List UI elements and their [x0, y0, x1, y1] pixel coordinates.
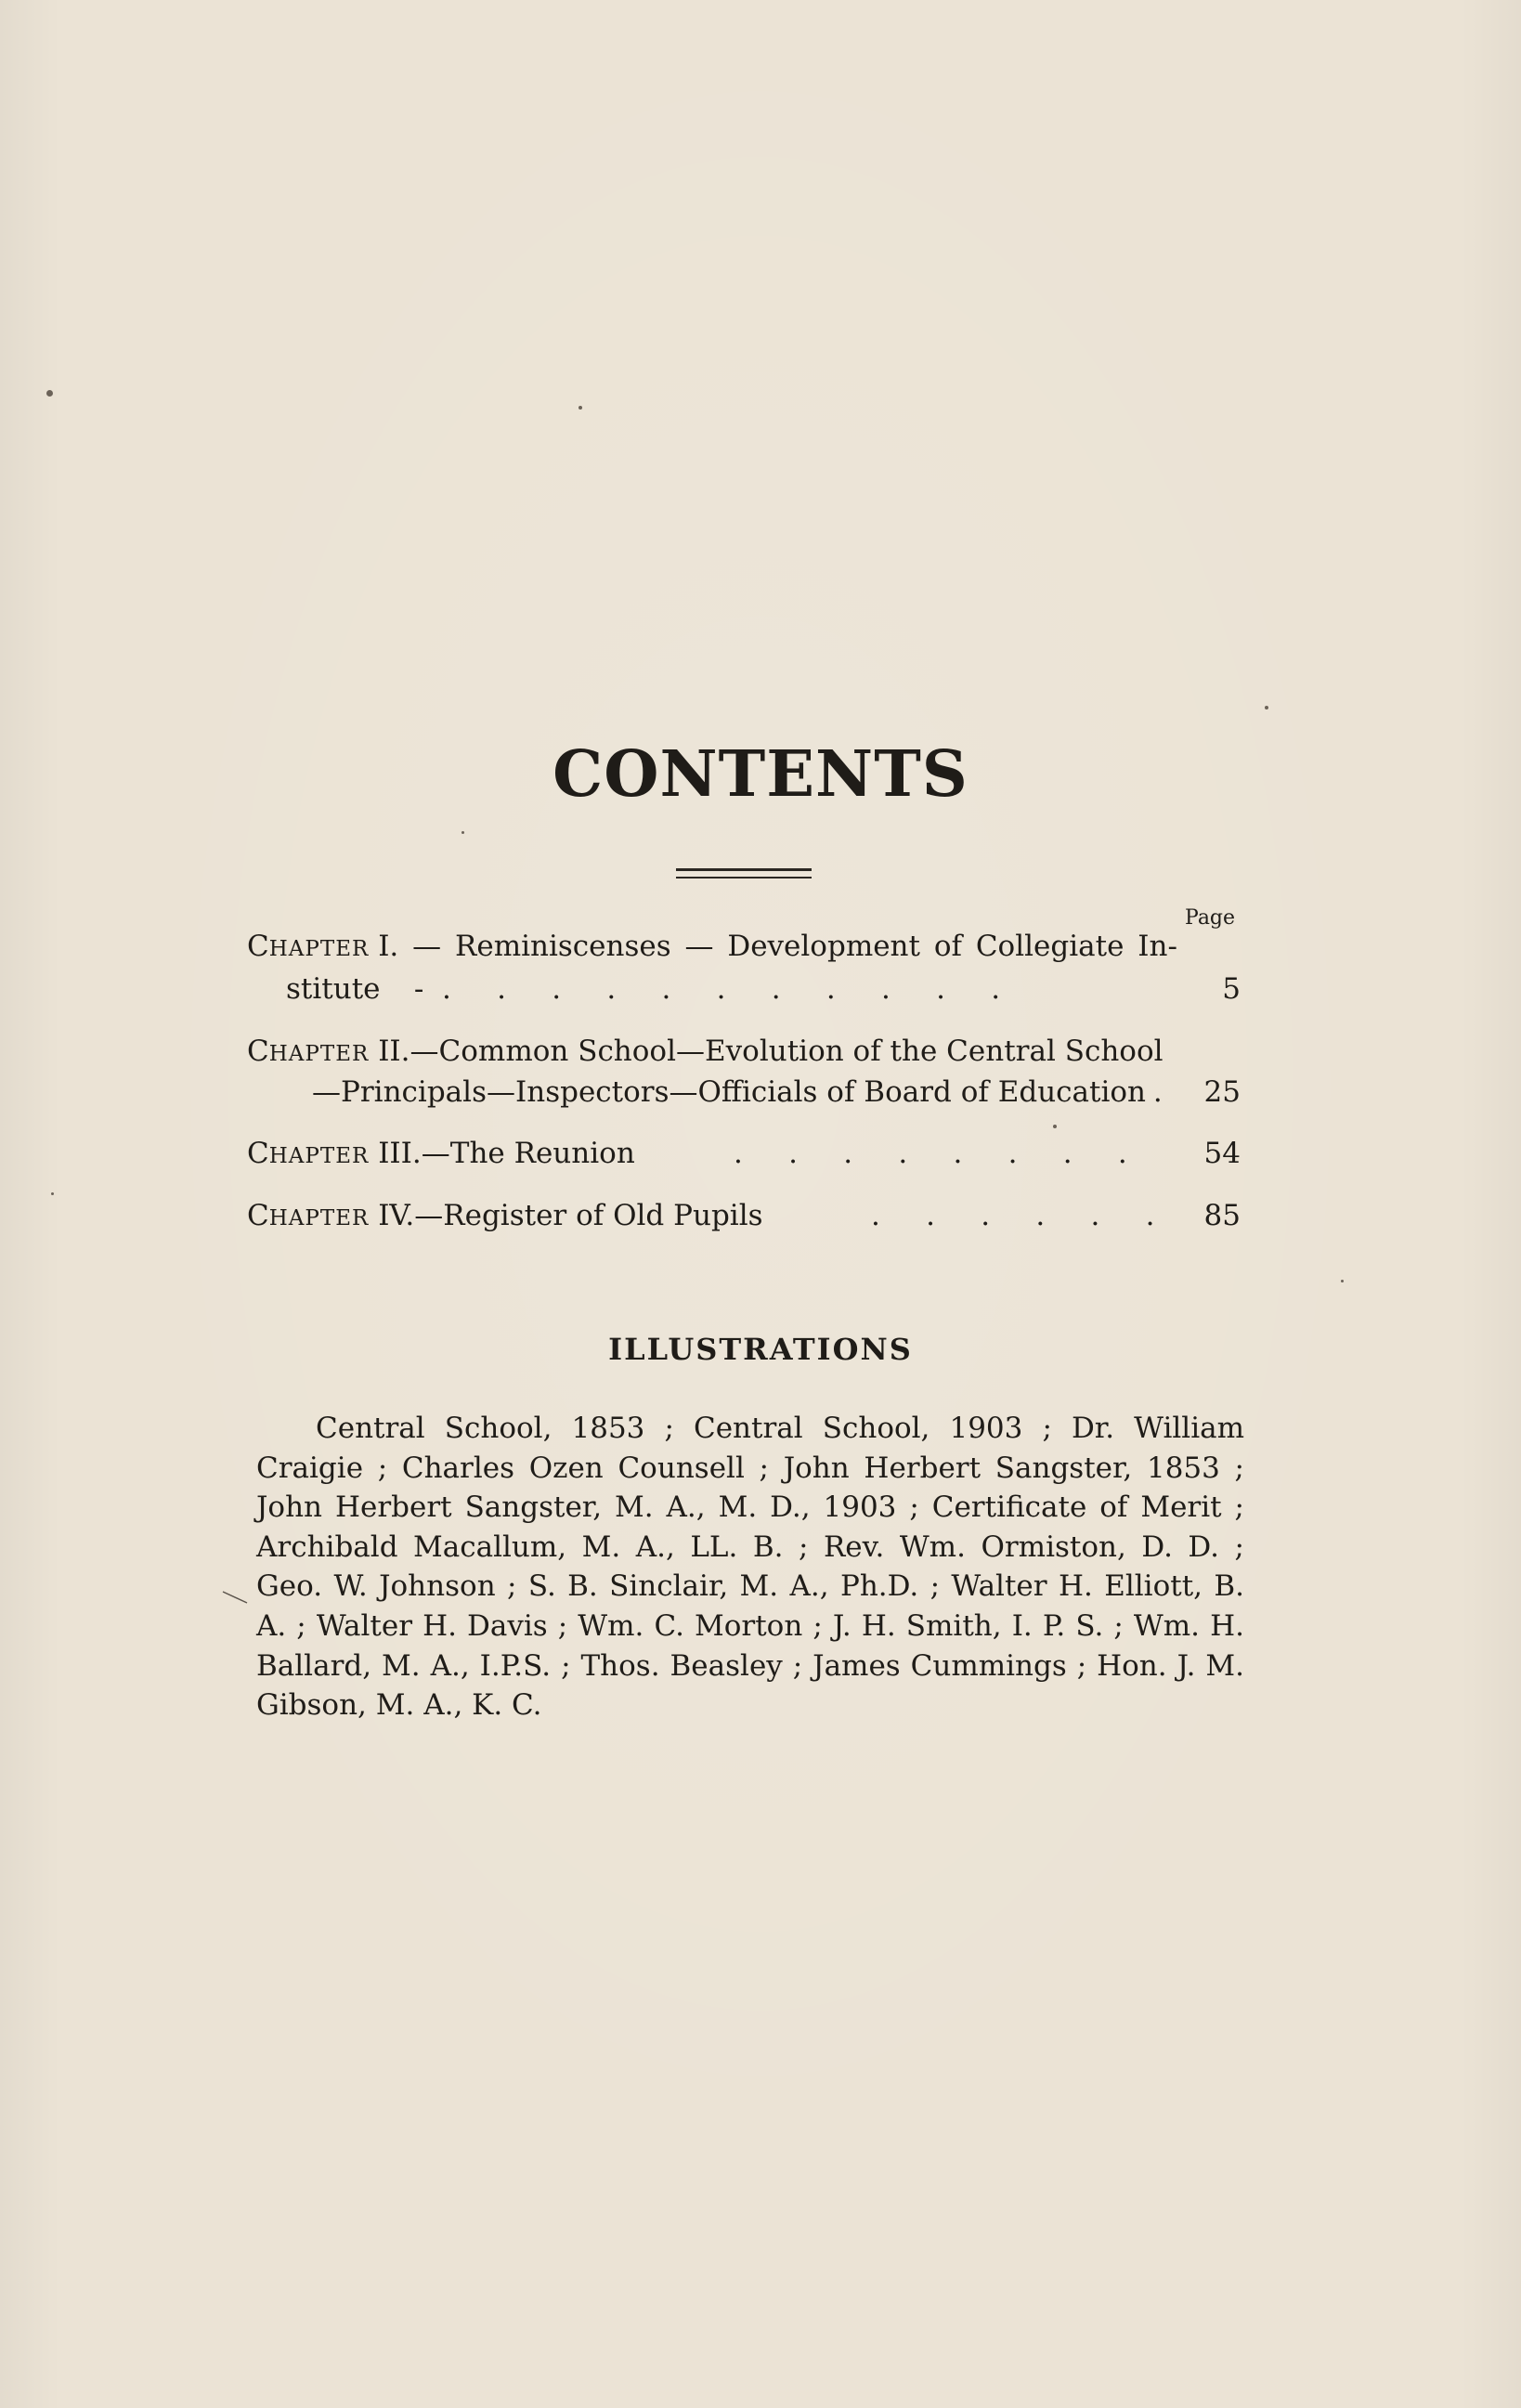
title-rule-top — [676, 868, 812, 871]
chapter-label-initial: C — [247, 1137, 269, 1170]
paper-speck — [462, 831, 464, 834]
chapter-numeral: II. — [378, 1035, 410, 1068]
chapter-title-line-1: — Reminiscenses — Development of Collegiate In- — [398, 930, 1177, 963]
paper-speck — [578, 406, 582, 410]
page-number: 85 — [1203, 1199, 1241, 1232]
title-rule-bottom — [676, 877, 812, 879]
dot-leader: . — [1144, 1075, 1163, 1109]
illustrations-list: Central School, 1853 ; Central School, 1903 ; Dr. William Craigie ; Charles Ozen Counsell ; John Herbert Sangster, 1853 ; John Herbert Sangster, M. A., M. D., 1903 ; Certificate of Merit ; Archibald Macallum, M. A., LL. B. ; Rev. Wm. Ormiston, D. D. ; Geo. W. Johnson ; S. B. Sinclair, M. A., Ph.D. ; Walter H. Elliott, B. A. ; Walter H. Davis ; Wm. C. Morton ; J. H. Smith, I. P. S. ; Wm. H. Ballard, M. A., I.P.S. ; Thos. Beasley ; James Cummings ; Hon. J. M. Gibson, M. A., K. C. — [256, 1412, 1244, 1723]
chapter-label-initial: C — [247, 1035, 269, 1068]
dot-leader: . . . . . . — [871, 1199, 1155, 1232]
chapter-label-rest: HAPTER — [268, 1144, 370, 1168]
toc-entry-chapter-3[interactable] — [247, 1139, 635, 1168]
paper-speck — [1265, 706, 1268, 709]
chapter-label-initial: C — [247, 1199, 269, 1232]
chapter-label-initial: C — [247, 930, 269, 963]
chapter-title-line-1: —Common School—Evolution of the Central School — [410, 1035, 1164, 1068]
chapter-label-rest: HAPTER — [268, 1042, 370, 1066]
page-number: 54 — [1203, 1137, 1241, 1170]
toc-entry-chapter-1[interactable] — [247, 932, 1177, 961]
illustrations-heading: ILLUSTRATIONS — [608, 1332, 913, 1367]
chapter-numeral: IV. — [378, 1199, 415, 1232]
chapter-numeral: I. — [378, 930, 399, 963]
paper-speck — [1341, 1280, 1344, 1282]
page-number: 25 — [1203, 1075, 1241, 1109]
chapter-title-line-2: —Principals—Inspectors—Officials of Board of Education — [312, 1075, 1147, 1109]
page-column-heading: Page — [1185, 906, 1236, 930]
chapter-numeral: III. — [378, 1137, 422, 1170]
chapter-label-rest: HAPTER — [268, 1206, 370, 1230]
pencil-mark — [221, 1588, 249, 1607]
contents-title: CONTENTS — [552, 737, 968, 812]
paper-speck — [46, 390, 53, 397]
chapter-title-line-1: —Register of Old Pupils — [414, 1199, 763, 1232]
dot-leader: . . . . . . . . — [734, 1137, 1127, 1170]
chapter-title-line-1: —The Reunion — [421, 1137, 635, 1170]
toc-entry-chapter-4[interactable] — [247, 1199, 763, 1232]
paper-speck — [51, 1192, 54, 1195]
paper-speck — [1053, 1125, 1057, 1128]
chapter-label-rest: HAPTER — [268, 937, 370, 961]
toc-entry-chapter-2[interactable] — [247, 1037, 1164, 1066]
page-number: 5 — [1222, 972, 1241, 1006]
chapter-title-line-2: stitute — [286, 972, 381, 1006]
dot-leader: - . . . . . . . . . . . — [405, 972, 1001, 1006]
